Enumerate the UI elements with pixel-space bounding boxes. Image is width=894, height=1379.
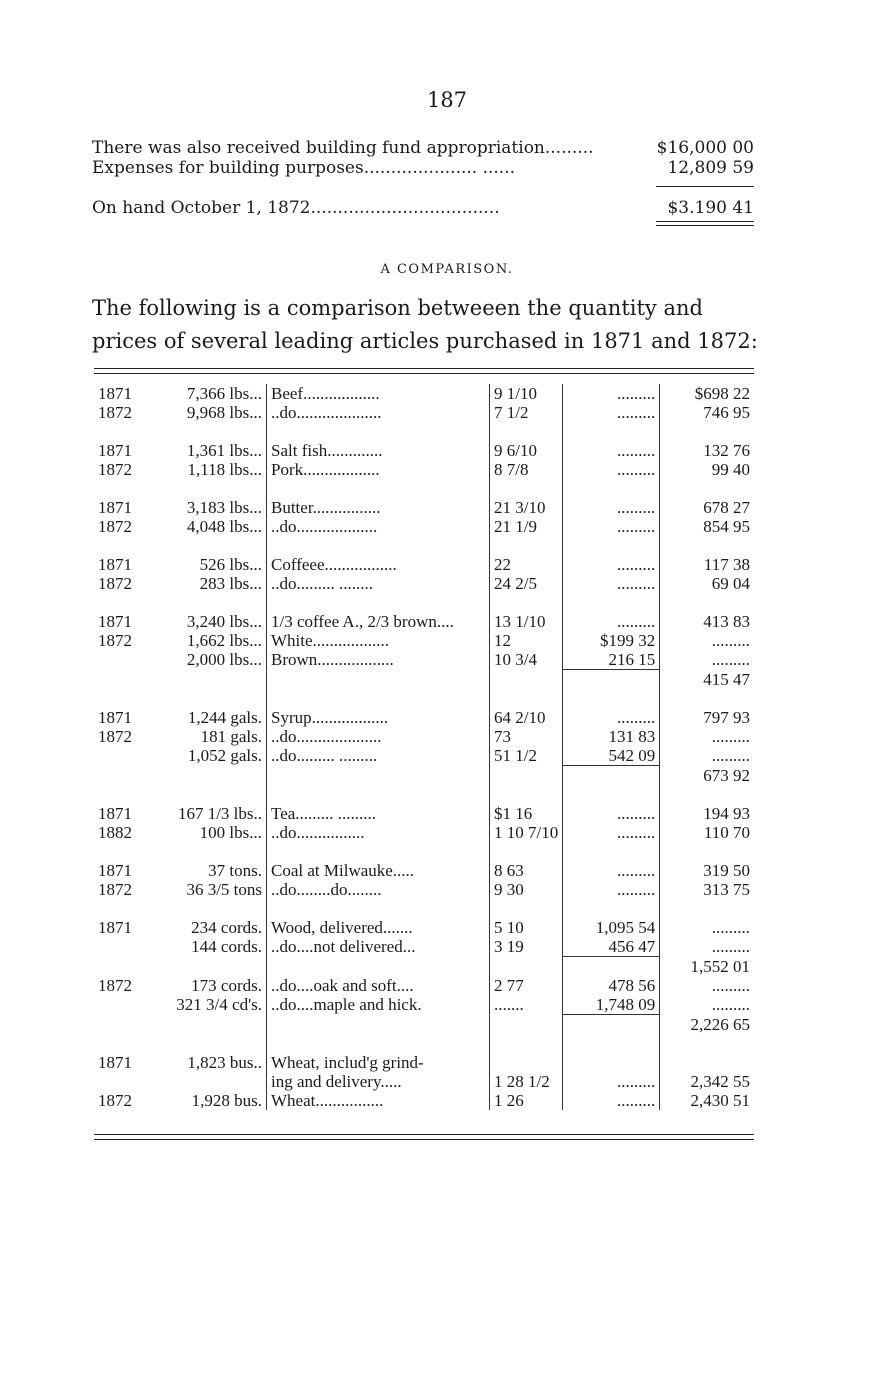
article-cell (267, 1034, 490, 1053)
subtotal-cell: ......... (563, 460, 660, 479)
quantity-cell (150, 593, 267, 612)
total-cell: ......... (711, 746, 750, 765)
price-cell: 8 7/8 (490, 460, 563, 479)
price-cell: $1 16 (490, 804, 563, 823)
year-cell (94, 670, 150, 690)
year-cell (94, 479, 150, 498)
article-cell (267, 536, 490, 555)
quantity-cell: 144 cords. (150, 937, 267, 957)
article-cell (267, 957, 490, 977)
subtotal-cell: ......... (563, 441, 660, 460)
article-cell: ..do.................... (267, 727, 490, 746)
table-row (94, 995, 754, 1015)
price-cell: 1 26 (490, 1091, 563, 1110)
quantity-cell: 36 3/5 tons (150, 880, 267, 899)
section-title: A COMPARISON. (380, 262, 514, 277)
quantity-cell: 321 3/4 cd's. (150, 995, 267, 1015)
quantity-cell (150, 957, 267, 977)
year-cell: 1872 (98, 574, 132, 593)
quantity-cell: 7,366 lbs... (150, 384, 267, 403)
year-cell (94, 995, 150, 1015)
subtotal-cell: ......... (563, 880, 660, 899)
double-rule-bottom (656, 225, 754, 226)
article-cell: ..do.................... (267, 403, 490, 422)
quantity-cell (150, 479, 267, 498)
total-cell: ......... (711, 650, 750, 669)
article-cell: Coal at Milwauke..... (267, 861, 490, 880)
article-cell: Pork.................. (267, 460, 490, 479)
price-cell: 51 1/2 (490, 746, 563, 766)
double-rule-top (656, 221, 754, 222)
year-cell (94, 689, 150, 708)
year-cell (94, 899, 150, 918)
table-row (94, 593, 754, 612)
total-cell: ......... (711, 727, 750, 746)
quantity-cell: 37 tons. (150, 861, 267, 880)
price-cell: 13 1/10 (490, 612, 563, 631)
price-cell (490, 689, 563, 708)
quantity-cell: 3,240 lbs... (150, 612, 267, 631)
quantity-cell: 2,000 lbs... (150, 650, 267, 670)
year-cell (94, 1015, 150, 1035)
price-cell: 5 10 (490, 918, 563, 937)
article-cell: Salt fish............. (267, 441, 490, 460)
total-cell: 69 04 (711, 574, 750, 593)
article-cell: Coffeee................. (267, 555, 490, 574)
price-cell: 9 30 (490, 880, 563, 899)
table-row (94, 861, 754, 880)
sum-rule (656, 186, 754, 187)
total-cell: 797 93 (703, 708, 750, 727)
price-cell (490, 899, 563, 918)
article-cell (267, 766, 490, 786)
fund-onhand-label: On hand October 1, 1872................................... (92, 198, 500, 218)
article-cell (267, 842, 490, 861)
total-cell: ......... (711, 937, 750, 956)
article-cell: White.................. (267, 631, 490, 650)
article-cell: Wood, delivered....... (267, 918, 490, 937)
quantity-cell: 100 lbs... (150, 823, 267, 842)
table-row (94, 880, 754, 899)
article-cell: Beef.................. (267, 384, 490, 403)
table-row (94, 766, 754, 786)
year-cell (94, 650, 150, 670)
table-top-rule-1 (94, 368, 754, 369)
table-row (94, 1091, 754, 1110)
table-row (94, 536, 754, 555)
article-cell: Butter................ (267, 498, 490, 517)
quantity-cell: 167 1/3 lbs.. (150, 804, 267, 823)
table-row (94, 670, 754, 690)
fund-onhand-amount: $3.190 41 (667, 198, 754, 218)
year-cell: 1871 (98, 708, 132, 727)
subtotal-cell: ......... (563, 555, 660, 574)
article-cell (267, 479, 490, 498)
intro-line-1: The following is a comparison betweeen the quantity and (92, 296, 703, 320)
article-cell: ..do....not delivered... (267, 937, 490, 957)
total-cell: ......... (711, 976, 750, 995)
price-cell (490, 842, 563, 861)
article-cell: ..do....oak and soft.... (267, 976, 490, 995)
table-row (94, 403, 754, 422)
subtotal-cell (563, 957, 660, 977)
article-cell: ..do................... (267, 517, 490, 536)
total-cell: 415 47 (703, 669, 750, 689)
table-row (94, 441, 754, 460)
article-cell: ing and delivery..... (267, 1072, 490, 1091)
year-cell (94, 785, 150, 804)
quantity-cell: 1,118 lbs... (150, 460, 267, 479)
table-row (94, 785, 754, 804)
price-cell (490, 1034, 563, 1053)
price-cell: 8 63 (490, 861, 563, 880)
price-cell: 10 3/4 (490, 650, 563, 670)
quantity-cell (150, 422, 267, 441)
subtotal-cell: ......... (563, 1072, 660, 1091)
subtotal-cell: 216 15 (563, 650, 660, 670)
price-cell (490, 1015, 563, 1035)
year-cell: 1872 (98, 727, 132, 746)
quantity-cell: 1,662 lbs... (150, 631, 267, 650)
table-row (94, 517, 754, 536)
subtotal-cell (563, 766, 660, 786)
year-cell: 1872 (98, 631, 132, 650)
year-cell: 1872 (98, 517, 132, 536)
year-cell (94, 1072, 150, 1091)
subtotal-cell (563, 842, 660, 861)
quantity-cell: 3,183 lbs... (150, 498, 267, 517)
year-cell (94, 593, 150, 612)
total-cell (660, 479, 754, 498)
table-row (94, 612, 754, 631)
subtotal-cell: ......... (563, 708, 660, 727)
year-cell (94, 937, 150, 957)
year-cell: 1872 (98, 1091, 132, 1110)
subtotal-cell (563, 479, 660, 498)
table-row (94, 479, 754, 498)
table-row (94, 899, 754, 918)
table-row (94, 384, 754, 403)
year-cell: 1871 (98, 441, 132, 460)
quantity-cell: 1,244 gals. (150, 708, 267, 727)
year-cell: 1872 (98, 403, 132, 422)
article-cell: ..do......... ........ (267, 574, 490, 593)
quantity-cell (150, 1072, 267, 1091)
comparison-table-body (94, 384, 754, 1110)
price-cell: 9 1/10 (490, 384, 563, 403)
total-cell: 117 38 (703, 555, 750, 574)
quantity-cell: 234 cords. (150, 918, 267, 937)
total-cell (660, 536, 754, 555)
table-row (94, 842, 754, 861)
quantity-cell: 1,928 bus. (150, 1091, 267, 1110)
fund-expenses-amount: 12,809 59 (667, 158, 754, 178)
price-cell (490, 670, 563, 690)
total-cell (660, 422, 754, 441)
page-number: 187 (426, 88, 468, 112)
year-cell (94, 842, 150, 861)
year-cell: 1871 (98, 861, 132, 880)
quantity-cell: 1,823 bus.. (150, 1053, 267, 1072)
subtotal-cell: ......... (563, 384, 660, 403)
quantity-cell (150, 1015, 267, 1035)
fund-received-amount: $16,000 00 (656, 138, 754, 158)
subtotal-cell: 456 47 (563, 937, 660, 957)
price-cell: 9 6/10 (490, 441, 563, 460)
subtotal-cell (563, 593, 660, 612)
table-row (94, 631, 754, 650)
year-cell: 1871 (98, 498, 132, 517)
total-cell (660, 593, 754, 612)
table-row (94, 1053, 754, 1072)
total-cell: 194 93 (703, 804, 750, 823)
fund-received-label: There was also received building fund appropriation......... (92, 138, 594, 158)
subtotal-cell: 131 83 (563, 727, 660, 746)
subtotal-cell: 478 56 (563, 976, 660, 995)
total-cell: ......... (711, 631, 750, 650)
table-row (94, 498, 754, 517)
price-cell: 64 2/10 (490, 708, 563, 727)
total-cell: 1,552 01 (690, 956, 750, 976)
price-cell: 2 77 (490, 976, 563, 995)
price-cell (490, 479, 563, 498)
price-cell: 24 2/5 (490, 574, 563, 593)
price-cell: 21 1/9 (490, 517, 563, 536)
subtotal-cell (563, 1034, 660, 1053)
price-cell: 12 (490, 631, 563, 650)
quantity-cell (150, 670, 267, 690)
table-row (94, 937, 754, 957)
quantity-cell (150, 899, 267, 918)
price-cell: 3 19 (490, 937, 563, 957)
intro-line-2: prices of several leading articles purchased in 1871 and 1872: (92, 329, 758, 353)
article-cell (267, 689, 490, 708)
price-cell (490, 957, 563, 977)
article-cell (267, 899, 490, 918)
table-row (94, 976, 754, 995)
total-cell: 2,226 65 (690, 1014, 750, 1034)
article-cell: Wheat................ (267, 1091, 490, 1110)
article-cell: ..do........do........ (267, 880, 490, 899)
quantity-cell (150, 785, 267, 804)
total-cell (660, 842, 754, 861)
subtotal-cell: ......... (563, 823, 660, 842)
article-cell (267, 593, 490, 612)
subtotal-cell: ......... (563, 403, 660, 422)
article-cell: ..do....maple and hick. (267, 995, 490, 1015)
quantity-cell (150, 766, 267, 786)
total-cell: 132 76 (703, 441, 750, 460)
price-cell (490, 593, 563, 612)
year-cell: 1872 (98, 880, 132, 899)
price-cell (490, 766, 563, 786)
price-cell (490, 785, 563, 804)
table-row (94, 555, 754, 574)
year-cell: 1871 (98, 918, 132, 937)
total-cell: 678 27 (703, 498, 750, 517)
year-cell (94, 422, 150, 441)
table-row (94, 957, 754, 977)
price-cell: 21 3/10 (490, 498, 563, 517)
total-cell: 2,342 55 (690, 1072, 750, 1091)
total-cell (660, 785, 754, 804)
total-cell (660, 899, 754, 918)
article-cell (267, 670, 490, 690)
fund-expenses-label: Expenses for building purposes..................... ...... (92, 158, 516, 178)
table-row (94, 689, 754, 708)
total-cell: 2,430 51 (690, 1091, 750, 1110)
table-row (94, 746, 754, 766)
total-cell: 313 75 (703, 880, 750, 899)
article-cell: Brown.................. (267, 650, 490, 670)
quantity-cell: 1,052 gals. (150, 746, 267, 766)
year-cell: 1872 (98, 460, 132, 479)
price-cell: ....... (490, 995, 563, 1015)
table-row (94, 650, 754, 670)
total-cell: $698 22 (694, 384, 750, 403)
quantity-cell (150, 689, 267, 708)
price-cell: 1 28 1/2 (490, 1072, 563, 1091)
subtotal-cell: 1,748 09 (563, 995, 660, 1015)
article-cell: Wheat, includ'g grind- (267, 1053, 490, 1072)
quantity-cell: 283 lbs... (150, 574, 267, 593)
subtotal-cell: ......... (563, 517, 660, 536)
total-cell (660, 1053, 754, 1072)
table-row (94, 460, 754, 479)
price-cell: 22 (490, 555, 563, 574)
table-row (94, 1072, 754, 1091)
subtotal-cell: $199 32 (563, 631, 660, 650)
subtotal-cell (563, 899, 660, 918)
year-cell: 1872 (98, 976, 132, 995)
table-row (94, 1034, 754, 1053)
quantity-cell: 173 cords. (150, 976, 267, 995)
quantity-cell (150, 536, 267, 555)
subtotal-cell: 1,095 54 (563, 918, 660, 937)
price-cell (490, 422, 563, 441)
year-cell: 1882 (98, 823, 132, 842)
article-cell (267, 422, 490, 441)
price-cell (490, 536, 563, 555)
subtotal-cell (563, 422, 660, 441)
quantity-cell (150, 1034, 267, 1053)
total-cell: 854 95 (703, 517, 750, 536)
article-cell: Tea......... ......... (267, 804, 490, 823)
subtotal-cell: ......... (563, 498, 660, 517)
year-cell: 1871 (98, 612, 132, 631)
quantity-cell: 4,048 lbs... (150, 517, 267, 536)
subtotal-cell: ......... (563, 574, 660, 593)
year-cell (94, 536, 150, 555)
table-bottom-rule-2 (94, 1139, 754, 1140)
subtotal-cell: 542 09 (563, 746, 660, 766)
table-row (94, 804, 754, 823)
price-cell (490, 1053, 563, 1072)
total-cell (660, 1034, 754, 1053)
quantity-cell: 526 lbs... (150, 555, 267, 574)
subtotal-cell (563, 689, 660, 708)
total-cell: 99 40 (711, 460, 750, 479)
comparison-table (94, 384, 754, 1110)
year-cell: 1871 (98, 384, 132, 403)
quantity-cell (150, 842, 267, 861)
subtotal-cell: ......... (563, 612, 660, 631)
total-cell: 319 50 (703, 861, 750, 880)
subtotal-cell (563, 536, 660, 555)
article-cell: 1/3 coffee A., 2/3 brown.... (267, 612, 490, 631)
total-cell: 110 70 (703, 823, 750, 842)
quantity-cell: 9,968 lbs... (150, 403, 267, 422)
table-row (94, 1015, 754, 1035)
article-cell (267, 785, 490, 804)
table-bottom-rule-1 (94, 1134, 754, 1135)
year-cell (94, 766, 150, 786)
total-cell: 413 83 (703, 612, 750, 631)
table-top-rule-2 (94, 373, 754, 374)
price-cell: 7 1/2 (490, 403, 563, 422)
table-row (94, 918, 754, 937)
table-row (94, 823, 754, 842)
year-cell: 1871 (98, 555, 132, 574)
article-cell: ..do......... ......... (267, 746, 490, 766)
year-cell (94, 1034, 150, 1053)
subtotal-cell: ......... (563, 861, 660, 880)
year-cell (94, 746, 150, 766)
subtotal-cell (563, 670, 660, 690)
total-cell (660, 689, 754, 708)
article-cell: ..do................ (267, 823, 490, 842)
table-row (94, 727, 754, 746)
article-cell: Syrup.................. (267, 708, 490, 727)
price-cell: 73 (490, 727, 563, 746)
total-cell: 746 95 (703, 403, 750, 422)
quantity-cell: 1,361 lbs... (150, 441, 267, 460)
price-cell: 1 10 7/10 (490, 823, 563, 842)
total-cell: ......... (711, 918, 750, 937)
year-cell: 1871 (98, 1053, 132, 1072)
subtotal-cell (563, 1053, 660, 1072)
table-row (94, 574, 754, 593)
total-cell: ......... (711, 995, 750, 1014)
table-row (94, 422, 754, 441)
subtotal-cell: ......... (563, 804, 660, 823)
year-cell (94, 957, 150, 977)
subtotal-cell: ......... (563, 1091, 660, 1110)
table-row (94, 708, 754, 727)
subtotal-cell (563, 1015, 660, 1035)
total-cell: 673 92 (703, 765, 750, 785)
quantity-cell: 181 gals. (150, 727, 267, 746)
subtotal-cell (563, 785, 660, 804)
year-cell: 1871 (98, 804, 132, 823)
article-cell (267, 1015, 490, 1035)
